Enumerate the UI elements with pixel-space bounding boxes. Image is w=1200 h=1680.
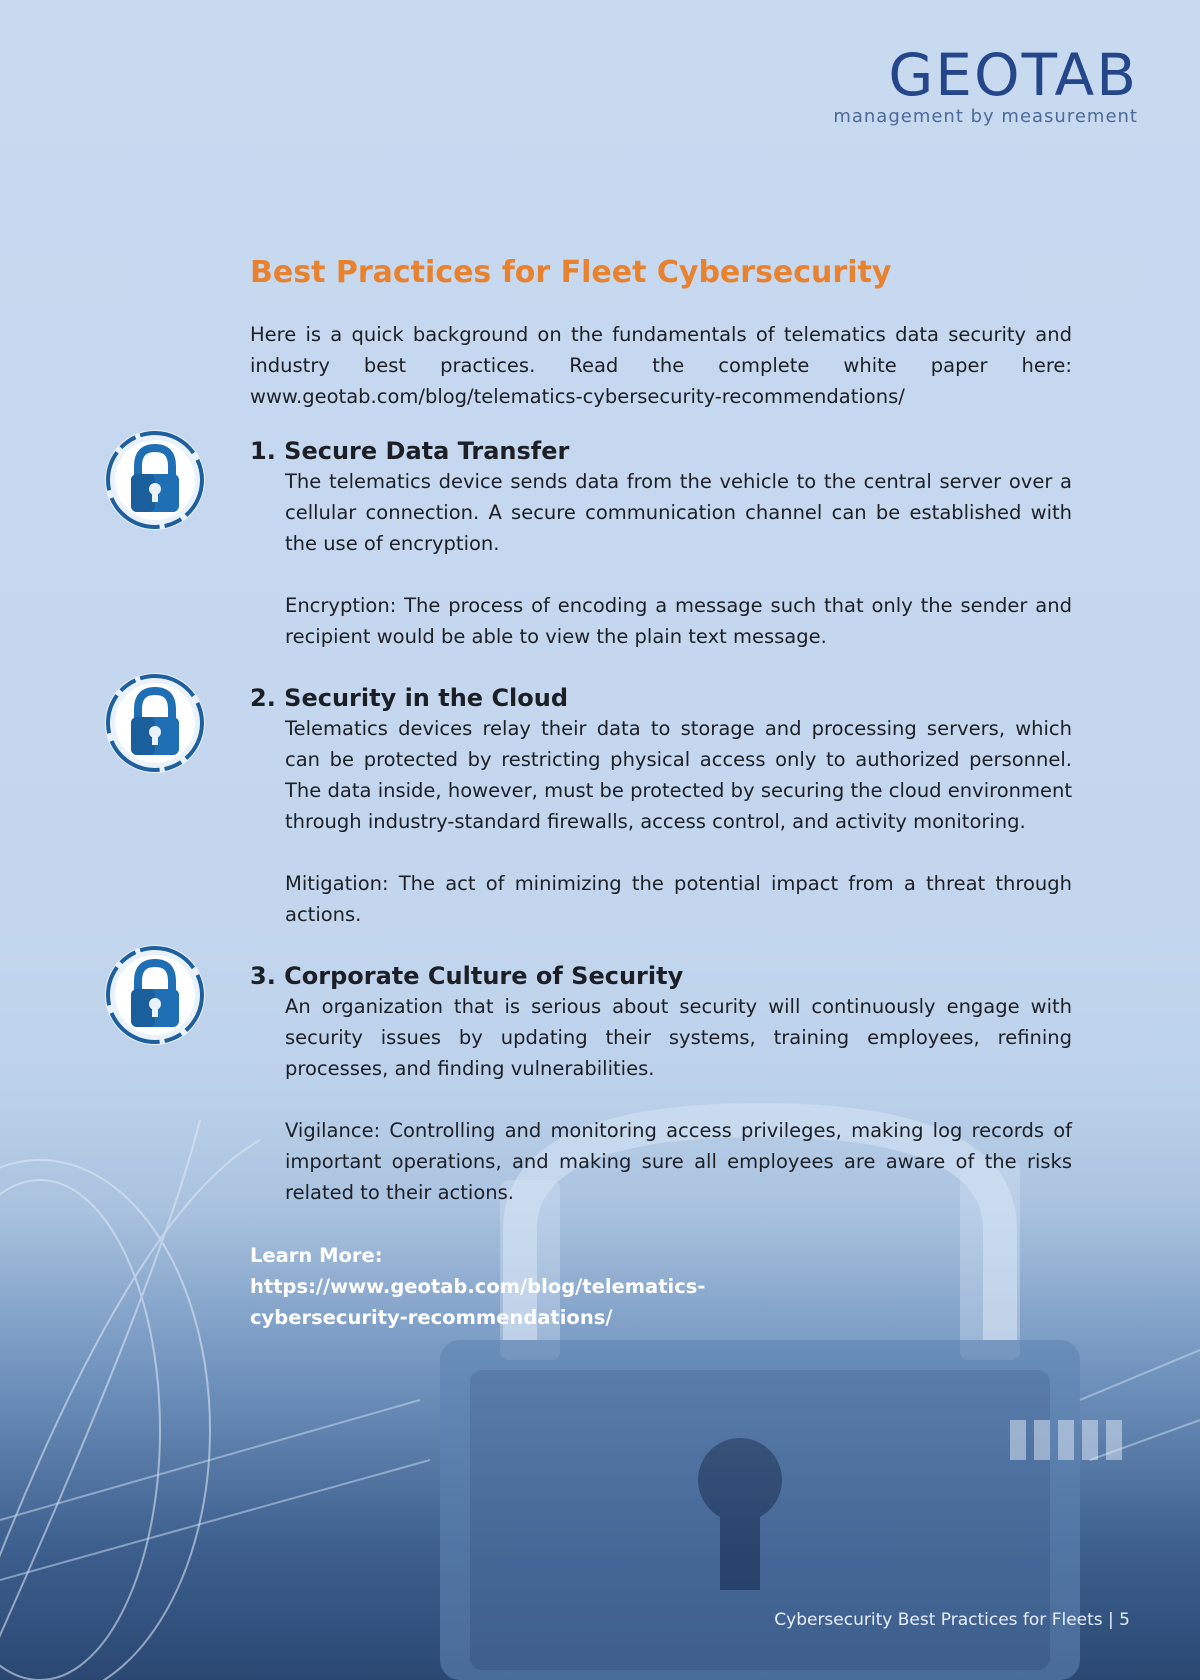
page-footer: Cybersecurity Best Practices for Fleets | 5 <box>774 1610 1130 1630</box>
learn-more <box>250 1240 1072 1333</box>
learn-more-label: Learn More: <box>250 1244 383 1267</box>
lock-icon <box>103 671 207 775</box>
learn-more-link[interactable]: https://www.geotab.com/blog/telematics- <box>250 1275 706 1298</box>
geotab-logo <box>833 41 1138 127</box>
section-security-in-cloud <box>250 683 1072 930</box>
logo-tagline: management by measurement <box>833 106 1138 127</box>
section-body: The telematics device sends data from the vehicle to the central server over a cellular connection. A secure communication channel can be established with the use of encryption. <box>285 470 1072 555</box>
section-heading: 1. Secure Data Transfer <box>250 437 570 465</box>
section-body: Telematics devices relay their data to storage and processing servers, which can be protected by restricting physical access only to authorized personnel. The data inside, however, must be protected by securing the cloud environment through industry-standard firewalls, access control, and activity monitoring. <box>285 717 1072 833</box>
section-heading: 3. Corporate Culture of Security <box>250 962 684 990</box>
section-heading: 2. Security in the Cloud <box>250 684 569 712</box>
section-secure-data-transfer <box>250 436 1072 652</box>
article <box>250 256 1072 1333</box>
section-definition: Mitigation: The act of minimizing the potential impact from a threat through actions. <box>285 872 1072 926</box>
section-definition: Encryption: The process of encoding a message such that only the sender and recipient would be able to view the plain text message. <box>285 594 1072 648</box>
lock-icon <box>103 943 207 1047</box>
section-corporate-culture <box>250 961 1072 1208</box>
page-title: Best Practices for Fleet Cybersecurity <box>250 255 892 290</box>
logo-wordmark: GEOTAB <box>888 41 1138 109</box>
lock-icon <box>103 428 207 532</box>
intro-paragraph: Here is a quick background on the fundamentals of telematics data security and industry best practices. Read the complete white paper here: www.geotab.com/blog/telematics-cybersecurity-recommendations/ <box>250 323 1072 408</box>
section-body: An organization that is serious about security will continuously engage with security issues by updating their systems, training employees, refining processes, and finding vulnerabilities. <box>285 995 1072 1080</box>
section-definition: Vigilance: Controlling and monitoring access privileges, making log records of important operations, and making sure all employees are aware of the risks related to their actions. <box>285 1119 1072 1204</box>
learn-more-link-continued[interactable]: cybersecurity-recommendations/ <box>250 1306 613 1329</box>
